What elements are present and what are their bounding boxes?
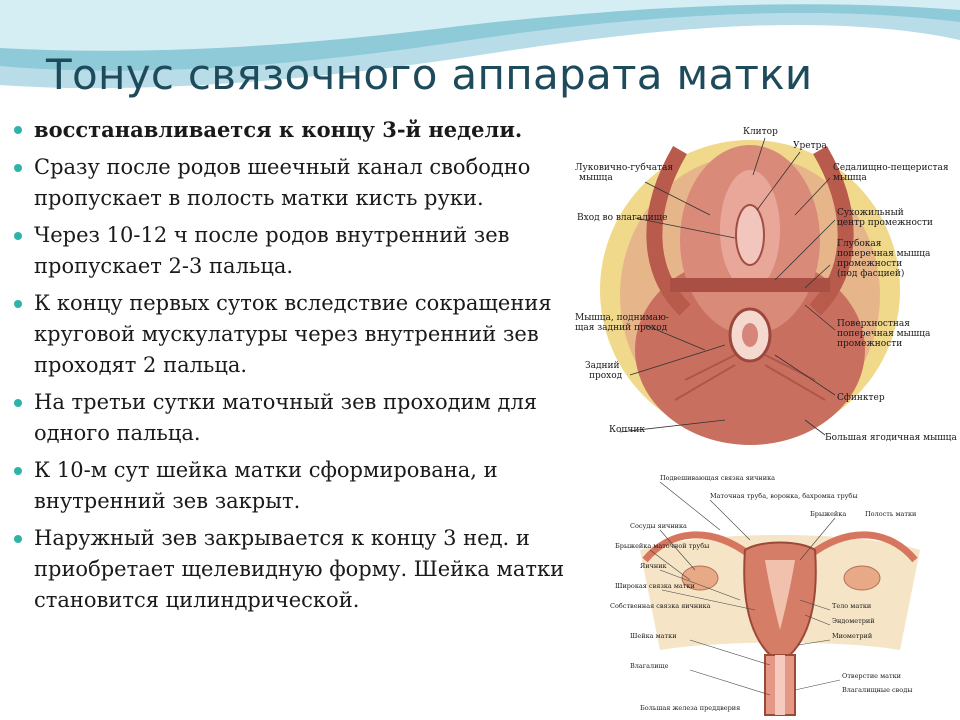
label-vhod: Вход во влагалище (577, 213, 668, 223)
label-glub-3: промежности (837, 259, 903, 269)
label-zheleza: Большая железа преддверия (640, 704, 741, 712)
label-zad: Задний (585, 361, 620, 371)
label-pov-2: поперечная мышца (837, 329, 931, 339)
label-podnim-2: щая задний проход (575, 323, 668, 333)
bullet-text: Наружный зев закрывается к концу 3 нед. и приобретает щелевидную форму. Шейка матки становится цилиндрической. (34, 526, 565, 612)
label-suhozhil: Сухожильный (837, 208, 904, 218)
label-glub-4: (под фасцией) (837, 269, 905, 279)
label-bryzh-truby: Брыжейка маточной трубы (615, 542, 710, 550)
label-bryzh: Брыжейка (810, 510, 847, 518)
label-klitor: Клитор (743, 127, 778, 137)
label-kopchik: Копчик (609, 425, 645, 435)
label-glub-2: поперечная мышца (837, 249, 931, 259)
bullet-item (14, 387, 614, 449)
label-uretra: Уретра (793, 141, 827, 151)
bullet-item (14, 152, 614, 214)
label-glub: Глубокая (837, 239, 882, 249)
label-miometrij: Миометрий (832, 632, 873, 640)
label-yagod: Большая ягодичная мышца (825, 433, 957, 443)
label-sosudy: Сосуды яичника (630, 522, 687, 530)
bullet-dot-icon (14, 164, 22, 172)
bullet-text: Сразу после родов шеечный канал свободно пропускает в полость матки кисть руки. (34, 155, 531, 210)
label-sobstv: Собственная связка яичника (610, 602, 711, 610)
label-truba: Маточная труба, воронка, бахромка трубы (710, 492, 858, 500)
bullet-text: К 10-м сут шейка матки сформирована, и внутренний зев закрыт. (34, 458, 498, 513)
bullet-text: Через 10-12 ч после родов внутренний зев пропускает 2-3 пальца. (34, 223, 510, 278)
bullet-text: К концу первых суток вследствие сокращения круговой мускулатуры через внутренний зев проходят 2 пальца. (34, 291, 552, 377)
label-shejka: Шейка матки (630, 632, 677, 640)
label-telo: Тело матки (832, 602, 872, 610)
perineum-illustration (575, 120, 960, 450)
bullet-dot-icon (14, 535, 22, 543)
label-suhozhil-2: центр промежности (837, 218, 933, 228)
bullet-item (14, 288, 614, 381)
label-lukovichno: Луковично-губчатая (575, 163, 674, 173)
bullet-dot-icon (14, 300, 22, 308)
bullet-list (14, 114, 614, 622)
bullet-item (14, 114, 614, 146)
uterus-illustration (600, 470, 960, 720)
label-zad-2: проход (589, 371, 623, 381)
label-otverstie: Отверстие матки (842, 672, 901, 680)
label-endometrij: Эндометрий (832, 617, 875, 625)
label-pov-3: промежности (837, 339, 903, 349)
label-sfinkter: Сфинктер (837, 393, 885, 403)
bullet-text: На третьи сутки маточный зев проходим для одного пальца. (34, 390, 538, 445)
label-sedalishno: Седалищно-пещеристая (833, 163, 949, 173)
label-polost: Полость матки (865, 510, 917, 518)
label-svody: Влагалищные своды (842, 686, 913, 694)
label-vlagalische: Влагалище (630, 662, 669, 670)
bullet-item (14, 220, 614, 282)
label-shirokaya: Широкая связка матки (615, 582, 695, 590)
bullet-dot-icon (14, 232, 22, 240)
bullet-item (14, 523, 614, 616)
bullet-text: восстанавливается к концу 3-й недели. (34, 117, 523, 142)
label-podnim: Мышца, поднимаю- (575, 313, 669, 323)
bullet-item (14, 455, 614, 517)
bullet-dot-icon (14, 399, 22, 407)
label-lukovichno-2: мышца (579, 173, 613, 183)
bullet-dot-icon (14, 126, 22, 134)
slide-title: Тонус связочного аппарата матки (46, 50, 813, 99)
label-yaichnik: Яичник (640, 562, 667, 570)
label-pov: Поверхностная (837, 319, 910, 329)
label-sedalishno-2: мышца (833, 173, 867, 183)
bullet-dot-icon (14, 467, 22, 475)
label-podveshiv: Подвешивающая связка яичника (660, 474, 776, 482)
